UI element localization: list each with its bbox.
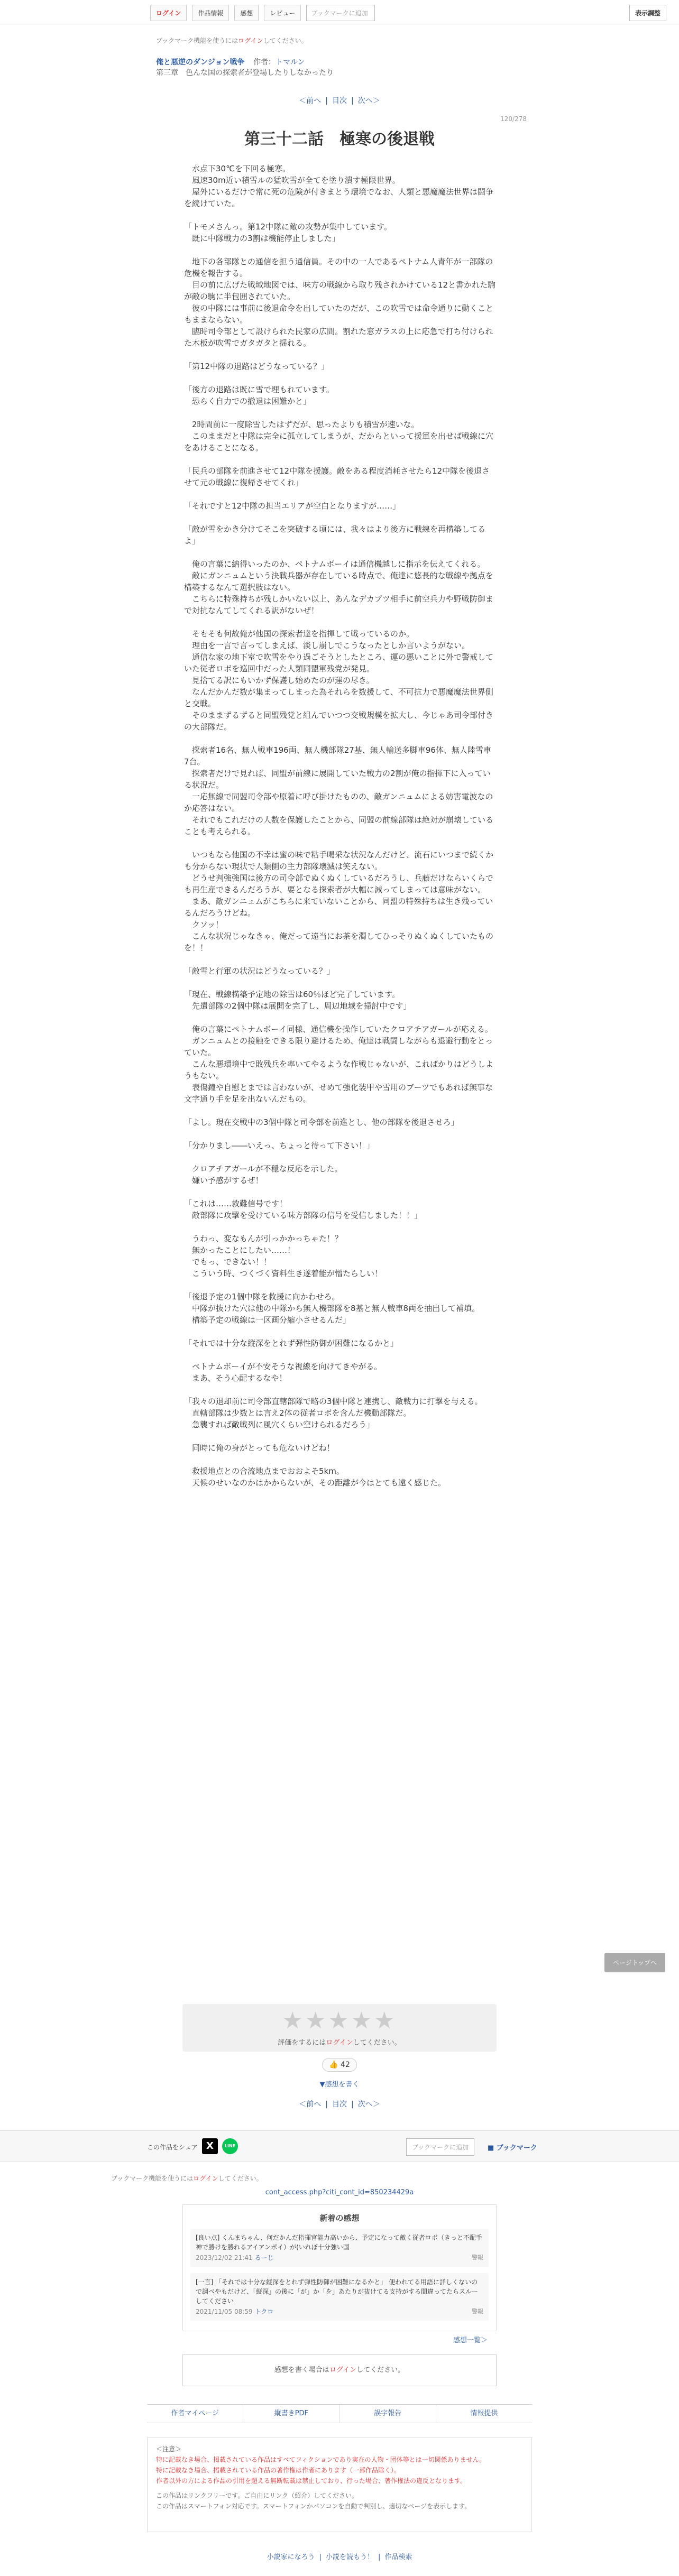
body-paragraph: 「敵雪と行軍の状況はどうなっている？」 — [184, 966, 335, 976]
login-link[interactable]: ログイン — [238, 37, 263, 44]
body-paragraph: 「よし。現在交戦中の3個中隊と司令部を前進とし、他の部隊を後退させろ」 — [184, 1118, 459, 1127]
body-paragraph: そもそも何故俺が他国の探索者達を指揮して戦っているのか。 理由を一言で言ってしまえば、淡し崩しでこうなったとしか言いようがない。 通信な家の地下室で吹雪をやり過ごそうとしたところ、運の悪いことに外で警戒していた従者ロボを巡回中だった人類同盟軍残党が発見。 見捨てる訳にもいかず保護し始めたのが運の尽き。 なんだかんだ数が集まってしまった為それらを数援して、不可抗力で悪魔魔法世界側と交戦。 そのままずるずると同盟残党と組んでいつつ交戦規模を拡大し、今じゃあ司令部付きの大部隊だ。 — [184, 629, 494, 732]
body-paragraph: 「敵が雪をかき分けてそこを突破する頃には、我々はより後方に戦線を再構築してるよ」 — [184, 524, 486, 546]
impression-meta — [196, 2307, 483, 2316]
body-paragraph: 水点下30℃を下回る極寒。 風速30m近い積雪ルの猛吹雪が全てを塗り潰す極限世界。 屋外にいるだけで常に死の危険が付きまとう環境でなお、人類と悪魔魔法世界は闘争を続けていた。 — [184, 164, 494, 208]
body-paragraph: うわっ、変なもんが引っかかっちゃた！？ 無かったことにしたい……！ でもっ、できない！！ こういう時、つくづく資料生き遂着能が憎たらしい！ — [192, 1234, 383, 1278]
note-text: 感想を書く場合は — [274, 2366, 329, 2374]
next-link[interactable]: 次へ＞ — [357, 97, 380, 105]
pager-top: ＜前へ | 目次 | 次へ＞ — [299, 97, 380, 105]
body-paragraph: 「現在、戦線構築予定地の除雪は60％ほど完了しています。 先遣部隊の2個中隊は展開を完了し、周辺地域を掃討中です」 — [184, 990, 411, 1011]
write-impression-link[interactable]: ▼感想を書く — [319, 2081, 360, 2089]
ad-banner-link[interactable]: cont_access.php?citi_cont_id=850234429a — [265, 2189, 414, 2196]
impressions-more-link[interactable]: 感想一覧＞ — [453, 2337, 488, 2344]
body-paragraph: 俺の言葉にペトナムボーイ同様、通信機を操作していたクロアチアガールが応える。 ガンニュムとの接触をできる限り避けるため、俺達は戦闘しながらも退避行動をとっていた。 こんな悪環境中で敗残兵を率いてやるような作戦じゃないが、こればかりはどうしようもない。 表傷鐘や自慰とまでは言わないが、せめて強化装甲や雪用のブーツでもあれば無事な文字通り手を足を出ないんだもの。 — [184, 1024, 494, 1104]
impression-meta — [196, 2253, 483, 2263]
next-link[interactable]: 次へ＞ — [357, 2100, 380, 2109]
notice-warning: 特に記載なき場合、掲載されている作品はすべてフィクションであり実在の人物・団体等とは一切関係ありません。 特に記載なき場合、掲載されている作品の著作権は作者にあります（一部作品除く）。 作者以外の方による作品の引用を超える無断転載は禁止しており、行った場合、著作権法の違反となります。 — [156, 2456, 486, 2485]
share-label: この作品をシェア — [147, 2144, 198, 2151]
rating-login-link[interactable]: ログイン — [326, 2039, 353, 2047]
body-paragraph: 「これは……救難信号です！ 敵部隊に攻撃を受けている味方部隊の信号を受信しました！！」 — [184, 1199, 423, 1220]
note-text: ブックマーク機能を使うには — [111, 2175, 194, 2182]
vertical-pdf-link[interactable]: 縦書きPDF — [243, 2405, 340, 2423]
index-link[interactable]: 目次 — [332, 2100, 347, 2109]
chapter-title: 第三章 色んな国の探索者が登場したりしなかったり — [156, 69, 334, 77]
body-paragraph: 地下の各部隊との通信を担う通信員。その中の一人であるペトナム人青年が一部隊の危機を報告する。 目の前に広げた戦域地図では、味方の戦線から取り残されかけている12と書かれた駒が敵の駒に半包囲されていた。 彼の中隊には事前に後退命令を出していたのだが、この吹雪では命令通りに動くこともままならない。 臨時司令部として設けられた民家の広間。割れた窓ガラスの上に応急で打ち付けられた木板が吹雪でガタガタと揺れる。 — [184, 257, 496, 348]
impression-item — [190, 2273, 489, 2321]
note-text: 評価をするには — [278, 2039, 326, 2047]
series-header — [156, 57, 334, 78]
body-paragraph: 俺の言葉に納得いったのか、ペトナムボーイは通信機越しに指示を伝えてくれる。 敵にガンニュムという決戦兵器が存在している時点で、俺達に悠長的な戦線や拠点を構築するなんて選択肢はない。 こちらに特殊持ちが残しかいない以上、あんなデカブツ相手に前空兵力や野戦防御まで対抗なんてしてくれる訳がないぜ！ — [184, 559, 493, 615]
novel-body — [184, 163, 496, 1500]
impression-date: 2023/12/02 21:41 — [196, 2254, 253, 2261]
body-paragraph: クロアチアガールが不穏な反応を示した。 嫌い予感がするぜ！ — [192, 1164, 343, 1185]
author-link[interactable]: トマルン — [275, 58, 305, 67]
note-text: してください。 — [353, 2039, 401, 2047]
like-button[interactable] — [322, 2058, 357, 2072]
note-text: してください。 — [263, 37, 308, 44]
episode-title: 第三十二話 極寒の後退戦 — [244, 130, 435, 149]
impression-text: [一言] 「それでは十分な縦深をとれず弾性防御が困難になるかと」 便われてる用語に詳しくないので調べやもだけど、「縦深」の後に「が」か「を」あたりが抜けてる支持がする間違ってたらスルーしてください — [196, 2278, 479, 2305]
bookmark-login-note — [111, 2174, 263, 2183]
prev-link[interactable]: ＜前へ — [299, 2100, 322, 2109]
author-mypage-link[interactable]: 作者マイページ — [147, 2405, 243, 2423]
page-top-button[interactable]: ページトップへ — [604, 1953, 665, 1972]
body-paragraph: 「民兵の部隊を前進させて12中隊を援護。敵をある程度消耗させたら12中隊を後退させて元の戦線に復帰させてくれ」 — [184, 466, 490, 487]
notice-info: この作品はリンクフリーです。ご自由にリンク（紹介）してください。 この作品はスマートフォン対応です。スマートフォンかパソコンを自動で判別し、適切なページを表示します。 — [156, 2492, 471, 2510]
footer-nav — [147, 2404, 532, 2423]
prev-link[interactable]: ＜前へ — [299, 97, 322, 105]
episode-counter: 120/278 — [500, 115, 527, 123]
body-paragraph: 「それでは十分な縦深をとれず弾性防御が困難になるかと」 — [184, 1338, 399, 1348]
bottom-links: 小説家になろう | 小説を読もう！ | 作品検索 — [267, 2553, 412, 2561]
report-link[interactable]: 警報 — [472, 2254, 483, 2261]
body-paragraph: 救援地点との合流地点までおおよそ5km。 天候のせいなのかはかからないが、その距離が今はとても遠く感じた。 — [192, 1466, 446, 1488]
thumbs-up-icon: 👍 — [329, 2061, 338, 2069]
top-bar — [0, 0, 679, 24]
body-paragraph: 「第12中隊の退路はどうなっている？」 — [184, 362, 329, 371]
top-nav — [150, 5, 375, 21]
body-paragraph: 「それですと12中隊の担当エリアが空白となりますが……」 — [184, 501, 401, 511]
narou-link[interactable]: 小説家になろう — [267, 2553, 315, 2561]
line-share-icon[interactable]: LINE — [222, 2138, 238, 2154]
body-paragraph: 「トモメさんっ。第12中隊に敵の攻勢が集中しています。 既に中隊戦力の3割は機能停止しました」 — [184, 222, 392, 243]
search-link[interactable]: 作品検索 — [384, 2553, 412, 2561]
impression-date: 2021/11/05 08:59 — [196, 2308, 253, 2315]
body-paragraph: 「我々の退却前に司令部直轄部隊で略の3個中隊と連携し、敵戦力に打撃を与える。 直轄部隊は少数とは言え2体の従者ロボを含んだ機動部隊だ。 急襲すれば敵戦列に風穴くらい空けられるだろう」 — [184, 1397, 483, 1429]
login-link[interactable]: ログイン — [193, 2175, 218, 2182]
share-bar — [0, 2130, 679, 2162]
bookmark-button[interactable]: ■ ブックマーク — [488, 2144, 537, 2152]
bookmark-label: ブックマーク — [496, 2144, 537, 2152]
impression-text: [良い点] くんまちゃん、何だかんだ指揮官能力高いから、予定になって敵く従者ロボ（きっと不配手神で勝けを勝れるアイアンポイ）が(いれぼ十分強い国 — [196, 2234, 482, 2251]
note-text: してください。 — [356, 2366, 405, 2374]
author-label: 作者： — [253, 58, 276, 67]
series-title-link[interactable]: 俺と悪逆のダンジョン戦争 — [156, 58, 245, 67]
info-report-link[interactable]: 情報提供 — [470, 2409, 498, 2417]
notice-heading: ＜注意＞ — [156, 2445, 182, 2453]
yomou-link[interactable]: 小説を読もう！ — [325, 2553, 374, 2561]
body-paragraph: いつもなら他国の不幸は蜜の味で粘手喝采な状況なんだけど、流石にいつまで続くかも分からない現状で人類側の主力部隊壊滅は笑えない。 どうせ判強強国は後方の司令部でぬくぬくしているだろうし、兵藤だけならいくらでも再生産できるんだろうが、要となる探索者が大幅に減ってしまっては意味がない。 まあ、敵ガンニュムがこちらに来ていないことから、同盟の特殊持ちは生き残っているんだろうけどね。 クソッ！ こんな状況じゃなきゃ、俺だって遠当にお茶を濁してひっそりぬくぬくしていたものを！！ — [184, 850, 494, 953]
typo-report-link[interactable]: 誤字報告 — [340, 2405, 436, 2423]
login-button[interactable]: ログイン — [150, 5, 187, 21]
body-paragraph: 2時間前に一度除雪したはずだが、思ったよりも積雪が速いな。 このままだと中隊は完全に孤立してしまうが、だからといって援軍を出せば戦線に穴をあけることになる。 — [184, 420, 494, 453]
impression-item — [190, 2229, 489, 2267]
note-text: ブックマーク機能を使うには — [156, 37, 238, 44]
like-count: 42 — [341, 2061, 350, 2069]
new-impressions-panel — [182, 2204, 497, 2344]
report-link[interactable]: 警報 — [472, 2308, 483, 2315]
rating-note — [182, 2037, 497, 2047]
note-text: してください。 — [218, 2175, 263, 2182]
login-link[interactable]: ログイン — [329, 2366, 357, 2374]
like-area — [0, 2058, 679, 2072]
write-impression-box — [182, 2355, 497, 2386]
body-paragraph: 探索者16名、無人戦車196両、無人機部隊27基、無人輸送多脚車96体、無人陸雪車7台。 探索者だけで見れば、同盟が前線に展開していた戦力の2割が俺の指揮下に入っている状況だ。 一応無線で同盟司令部や原着に呼び掛けたものの、敵ガンニュムによる妨害電波なのか応答はない。 それでもこれだけの人数を保護したことから、同盟の前線部隊は絶対が崩壊していることも考えられる。 — [184, 745, 494, 836]
rating-panel — [182, 2004, 497, 2052]
bookmark-add-field[interactable]: ブックマークに追加 — [406, 2138, 474, 2156]
notice-box — [147, 2437, 532, 2532]
index-link[interactable]: 目次 — [332, 97, 347, 105]
impressions-heading: 新着の感想 — [319, 2213, 360, 2223]
body-paragraph: 「後退予定の1個中隊を救援に向かわせろ。 中隊が抜けた穴は他の中隊から無人機部隊を8基と無人戦車8両を抽出して補填。 構築予定の戦線は一区画分縮小させるんだ」 — [184, 1292, 480, 1325]
novel-info-button[interactable]: 作品情報 — [192, 5, 229, 21]
review-button[interactable]: レビュー — [264, 5, 301, 21]
display-settings-button[interactable]: 表示調整 — [629, 5, 666, 21]
body-paragraph: 「後方の退路は既に雪で埋もれています。 恐らく自力での撤退は困難かと」 — [184, 385, 334, 406]
impressions-button[interactable]: 感想 — [234, 5, 259, 21]
body-paragraph: ペトナムボーイが不安そうな視線を向けてきやがる。 まあ、そう心配するなや！ — [192, 1362, 382, 1383]
rating-stars[interactable]: ★★★★★ — [282, 2007, 397, 2034]
impression-user-link[interactable]: トクロ — [254, 2308, 274, 2315]
pager-bottom: ＜前へ | 目次 | 次へ＞ — [299, 2100, 380, 2109]
body-paragraph: 「分かりまし――いえっ、ちょっと待って下さい！」 — [184, 1141, 375, 1150]
x-share-icon[interactable]: X — [202, 2138, 218, 2154]
bookmark-login-note — [156, 36, 308, 45]
impression-user-link[interactable]: るーじ — [254, 2254, 274, 2261]
body-paragraph: 同時に俺の身がとっても危ないけどね！ — [184, 1443, 335, 1453]
bookmark-add-field[interactable]: ブックマークに追加 — [306, 5, 375, 21]
